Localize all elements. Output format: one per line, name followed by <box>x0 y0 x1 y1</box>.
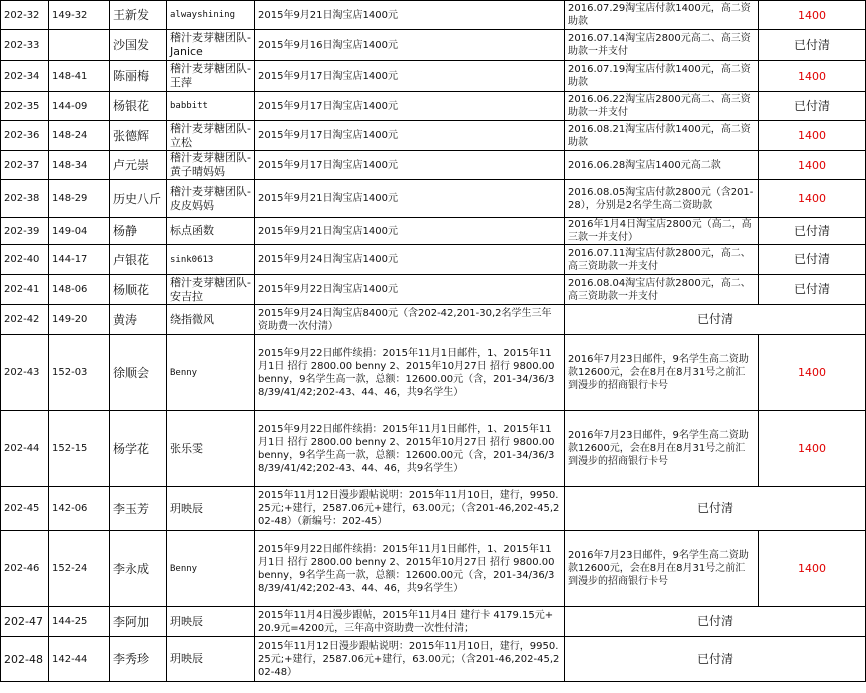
student-name-cell: 杨顺花 <box>110 275 167 305</box>
student-code-cell <box>49 30 110 61</box>
first-payment-cell: 2015年11月12日漫步跟帖说明：2015年11月10日，建行，9950.25元;+建行，2587.06元+建行，63.00元；（含201-46,202-45,202-48） <box>255 637 565 682</box>
first-payment-cell: 2015年9月21日淘宝店1400元 <box>255 218 565 245</box>
student-code-cell: 149-32 <box>49 1 110 30</box>
student-name-cell: 历史八斤 <box>110 180 167 218</box>
sponsor-cell: Benny <box>167 531 255 607</box>
payment-status-cell: 已付清 <box>565 637 866 682</box>
student-code-cell: 152-24 <box>49 531 110 607</box>
amount-due-cell: 已付清 <box>759 275 866 305</box>
first-payment-cell: 2015年9月17日淘宝店1400元 <box>255 61 565 92</box>
student-code-cell: 148-34 <box>49 151 110 180</box>
second-payment-cell: 2016.07.19淘宝店付款1400元，高二资助款 <box>565 61 759 92</box>
first-payment-cell: 2015年11月12日漫步跟帖说明：2015年11月10日，建行，9950.25元;+建行，2587.06元+建行，63.00元；（含201-46,202-45,202-48）（新编号：202-45） <box>255 487 565 531</box>
record-id-cell: 202-42 <box>1 305 49 335</box>
table-row <box>1 487 866 531</box>
payment-status-cell: 已付清 <box>565 607 866 637</box>
student-name-cell: 杨学花 <box>110 411 167 487</box>
amount-due-cell: 已付清 <box>759 218 866 245</box>
table-row <box>1 637 866 682</box>
student-code-cell: 149-20 <box>49 305 110 335</box>
record-id-cell: 202-45 <box>1 487 49 531</box>
second-payment-cell: 2016年7月23日邮件，9名学生高二资助款12600元，会在8月在8月31号之前汇到漫步的招商银行卡号 <box>565 335 759 411</box>
sponsor-cell: 稽汁麦芽糖团队-王萍 <box>167 61 255 92</box>
first-payment-cell: 2015年11月4日漫步跟帖，2015年11月4日 建行卡 4179.15元+ 20.9元=4200元，三年高中资助费一次性付清； <box>255 607 565 637</box>
table-row <box>1 61 866 92</box>
student-code-cell: 152-03 <box>49 335 110 411</box>
record-id-cell: 202-33 <box>1 30 49 61</box>
table-row <box>1 607 866 637</box>
second-payment-cell: 2016.07.29淘宝店付款1400元，高二资助款 <box>565 1 759 30</box>
sponsor-cell: 稽汁麦芽糖团队-安吉拉 <box>167 275 255 305</box>
record-id-cell: 202-39 <box>1 218 49 245</box>
amount-due-cell: 已付清 <box>759 92 866 121</box>
sponsor-cell: 玥映辰 <box>167 607 255 637</box>
student-name-cell: 杨银花 <box>110 92 167 121</box>
second-payment-cell: 2016.08.21淘宝店付款1400元，高二资助款 <box>565 121 759 151</box>
amount-due-cell: 1400 <box>759 151 866 180</box>
second-payment-cell: 2016.06.28淘宝店1400元高二款 <box>565 151 759 180</box>
amount-due-cell: 已付清 <box>759 245 866 275</box>
table-row <box>1 245 866 275</box>
first-payment-cell: 2015年9月22日邮件续捐：2015年11月1日邮件，1、2015年11月1日 招行 2800.00 benny 2、2015年10月27日 招行 9800.00 benny，9名学生高一款，总额：12600.00元（含，201-34/36/38/39/41/42;202-43、44、46，共9名学生） <box>255 335 565 411</box>
student-name-cell: 徐顺会 <box>110 335 167 411</box>
sponsor-cell: 玥映辰 <box>167 637 255 682</box>
amount-due-cell: 1400 <box>759 61 866 92</box>
table-row <box>1 30 866 61</box>
amount-due-cell: 1400 <box>759 411 866 487</box>
amount-due-cell: 1400 <box>759 121 866 151</box>
student-code-cell: 142-44 <box>49 637 110 682</box>
amount-due-cell: 1400 <box>759 180 866 218</box>
student-name-cell: 沙国发 <box>110 30 167 61</box>
first-payment-cell: 2015年9月21日淘宝店1400元 <box>255 1 565 30</box>
sponsor-cell: 稽汁麦芽糖团队-黄子晴妈妈 <box>167 151 255 180</box>
record-id-cell: 202-44 <box>1 411 49 487</box>
amount-due-cell: 1400 <box>759 531 866 607</box>
first-payment-cell: 2015年9月16日淘宝店1400元 <box>255 30 565 61</box>
second-payment-cell: 2016年7月23日邮件，9名学生高二资助款12600元，会在8月在8月31号之前汇到漫步的招商银行卡号 <box>565 531 759 607</box>
record-id-cell: 202-40 <box>1 245 49 275</box>
record-id-cell: 202-35 <box>1 92 49 121</box>
student-code-cell: 148-41 <box>49 61 110 92</box>
first-payment-cell: 2015年9月24日淘宝店1400元 <box>255 245 565 275</box>
student-code-cell: 148-06 <box>49 275 110 305</box>
record-id-cell: 202-36 <box>1 121 49 151</box>
student-code-cell: 144-09 <box>49 92 110 121</box>
sponsor-cell: babbitt <box>167 92 255 121</box>
payment-status-cell: 已付清 <box>565 305 866 335</box>
student-name-cell: 卢元崇 <box>110 151 167 180</box>
record-id-cell: 202-34 <box>1 61 49 92</box>
second-payment-cell: 2016年7月23日邮件，9名学生高二资助款12600元，会在8月在8月31号之前汇到漫步的招商银行卡号 <box>565 411 759 487</box>
second-payment-cell: 2016年1月4日淘宝店2800元（高二，高三款一并支付） <box>565 218 759 245</box>
student-code-cell: 148-24 <box>49 121 110 151</box>
first-payment-cell: 2015年9月22日淘宝店1400元 <box>255 275 565 305</box>
sponsor-cell: alwayshining <box>167 1 255 30</box>
amount-due-cell: 1400 <box>759 335 866 411</box>
sponsor-cell: 标点函数 <box>167 218 255 245</box>
table-row <box>1 92 866 121</box>
table-row <box>1 411 866 487</box>
first-payment-cell: 2015年9月22日邮件续捐：2015年11月1日邮件，1、2015年11月1日 招行 2800.00 benny 2、2015年10月27日 招行 9800.00 benny，9名学生高一款，总额：12600.00元（含，201-34/36/38/39/41/42;202-43、44、46，共9名学生） <box>255 411 565 487</box>
table-row <box>1 531 866 607</box>
first-payment-cell: 2015年9月21日淘宝店1400元 <box>255 180 565 218</box>
first-payment-cell: 2015年9月17日淘宝店1400元 <box>255 151 565 180</box>
sponsor-cell: 玥映辰 <box>167 487 255 531</box>
student-code-cell: 144-25 <box>49 607 110 637</box>
record-id-cell: 202-41 <box>1 275 49 305</box>
student-code-cell: 142-06 <box>49 487 110 531</box>
student-name-cell: 王新发 <box>110 1 167 30</box>
sponsor-cell: Benny <box>167 335 255 411</box>
record-id-cell: 202-47 <box>1 607 49 637</box>
sponsor-cell: 绕指微风 <box>167 305 255 335</box>
table-row <box>1 335 866 411</box>
second-payment-cell: 2016.08.04淘宝店付款2800元，高二、高三资助款一并支付 <box>565 275 759 305</box>
student-code-cell: 152-15 <box>49 411 110 487</box>
student-code-cell: 148-29 <box>49 180 110 218</box>
student-name-cell: 杨静 <box>110 218 167 245</box>
sponsor-cell: 稽汁麦芽糖团队-皮皮妈妈 <box>167 180 255 218</box>
table-row <box>1 218 866 245</box>
student-name-cell: 卢银花 <box>110 245 167 275</box>
first-payment-cell: 2015年9月17日淘宝店1400元 <box>255 92 565 121</box>
student-name-cell: 黄涛 <box>110 305 167 335</box>
table-row <box>1 1 866 30</box>
table-row <box>1 121 866 151</box>
first-payment-cell: 2015年9月22日邮件续捐：2015年11月1日邮件，1、2015年11月1日 招行 2800.00 benny 2、2015年10月27日 招行 9800.00 benny，9名学生高一款，总额：12600.00元（含，201-34/36/38/39/41/42;202-43、44、46，共9名学生） <box>255 531 565 607</box>
sponsor-cell: 稽汁麦芽糖团队-立松 <box>167 121 255 151</box>
payment-status-cell: 已付清 <box>565 487 866 531</box>
student-name-cell: 李永成 <box>110 531 167 607</box>
record-id-cell: 202-37 <box>1 151 49 180</box>
student-code-cell: 149-04 <box>49 218 110 245</box>
sponsor-cell: 稽汁麦芽糖团队-Janice <box>167 30 255 61</box>
record-id-cell: 202-43 <box>1 335 49 411</box>
sponsor-cell: sink0613 <box>167 245 255 275</box>
student-name-cell: 李玉芳 <box>110 487 167 531</box>
second-payment-cell: 2016.07.14淘宝店2800元高二、高三资助款一并支付 <box>565 30 759 61</box>
table-row <box>1 275 866 305</box>
sponsor-cell: 张乐雯 <box>167 411 255 487</box>
second-payment-cell: 2016.07.11淘宝店付款2800元，高二、高三资助款一并支付 <box>565 245 759 275</box>
first-payment-cell: 2015年9月17日淘宝店1400元 <box>255 121 565 151</box>
student-code-cell: 144-17 <box>49 245 110 275</box>
record-id-cell: 202-38 <box>1 180 49 218</box>
first-payment-cell: 2015年9月24日淘宝店8400元（含202-42,201-30,2名学生三年资助费一次付清） <box>255 305 565 335</box>
student-name-cell: 陈丽梅 <box>110 61 167 92</box>
table-row <box>1 305 866 335</box>
amount-due-cell: 1400 <box>759 1 866 30</box>
student-name-cell: 李秀珍 <box>110 637 167 682</box>
student-name-cell: 张德辉 <box>110 121 167 151</box>
amount-due-cell: 已付清 <box>759 30 866 61</box>
table-row <box>1 151 866 180</box>
record-id-cell: 202-48 <box>1 637 49 682</box>
record-id-cell: 202-32 <box>1 1 49 30</box>
student-name-cell: 李阿加 <box>110 607 167 637</box>
second-payment-cell: 2016.06.22淘宝店2800元高二、高三资助款一并支付 <box>565 92 759 121</box>
table-row <box>1 180 866 218</box>
second-payment-cell: 2016.08.05淘宝店付款2800元（含201-28），分别是2名学生高二资助款 <box>565 180 759 218</box>
table-body <box>1 1 866 682</box>
record-id-cell: 202-46 <box>1 531 49 607</box>
